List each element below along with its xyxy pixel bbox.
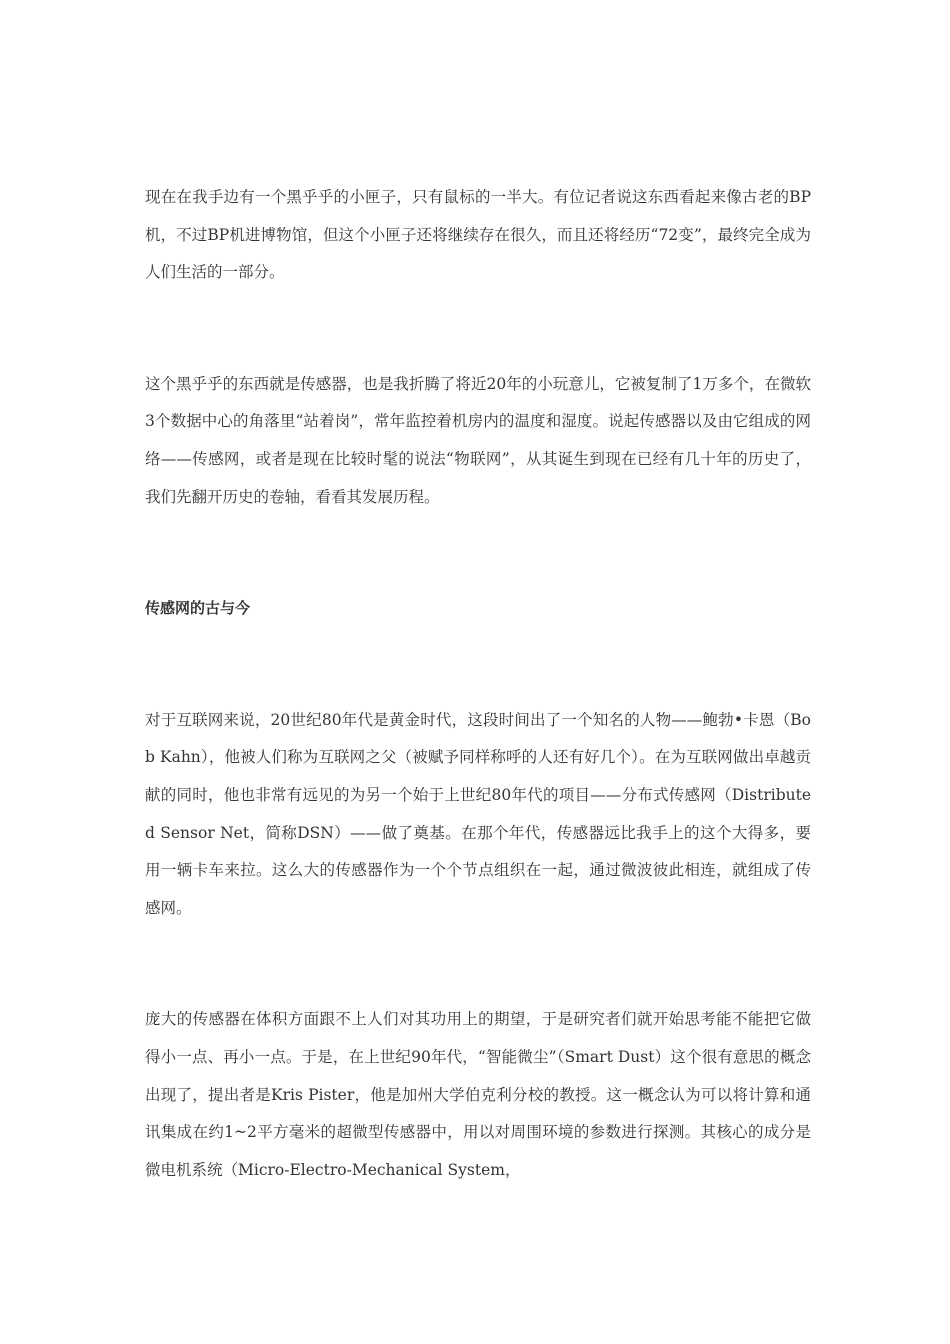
section-paragraph-1: 对于互联网来说，20世纪80年代是黄金时代，这段时间出了一个知名的人物——鲍勃•卡恩（Bob Kahn），他被人们称为互联网之父（被赋予同样称呼的人还有好几个）。在为互联网做出卓越贡献的同时，他也非常有远见的为另一个始于上世纪80年代的项目——分布式传感网（Distributed Sensor Net，简称DSN）——做了奠基。在那个年代，传感器远比我手上的这个大得多，要用一辆卡车来拉。这么大的传感器作为一个个节点组织在一起，通过微波彼此相连，就组成了传感网。	[145, 710, 811, 917]
section-heading: 传感网的古与今	[145, 599, 251, 618]
section-paragraph-2: 庞大的传感器在体积方面跟不上人们对其功用上的期望，于是研究者们就开始思考能不能把它做得小一点、再小一点。于是，在上世纪90年代，“智能微尘”（Smart Dust）这个很有意思的概念出现了，提出者是Kris Pister，他是加州大学伯克利分校的教授。这一概念认为可以将计算和通讯集成在约1~2平方毫米的超微型传感器中，用以对周围环境的参数进行探测。其核心的成分是微电机系统（Micro-Electro-Mechanical System，	[145, 1010, 811, 1179]
article-body	[145, 179, 811, 1189]
intro-paragraph-1: 现在在我手边有一个黑乎乎的小匣子，只有鼠标的一半大。有位记者说这东西看起来像古老的BP机，不过BP机进博物馆，但这个小匣子还将继续存在很久，而且还将经历“72变”，最终完全成为人们生活的一部分。	[145, 188, 811, 282]
intro-paragraph-2: 这个黑乎乎的东西就是传感器，也是我折腾了将近20年的小玩意儿，它被复制了1万多个，在微软3个数据中心的角落里“站着岗”，常年监控着机房内的温度和湿度。说起传感器以及由它组成的网络——传感网，或者是现在比较时髦的说法“物联网”，从其诞生到现在已经有几十年的历史了，我们先翻开历史的卷轴，看看其发展历程。	[145, 374, 811, 506]
